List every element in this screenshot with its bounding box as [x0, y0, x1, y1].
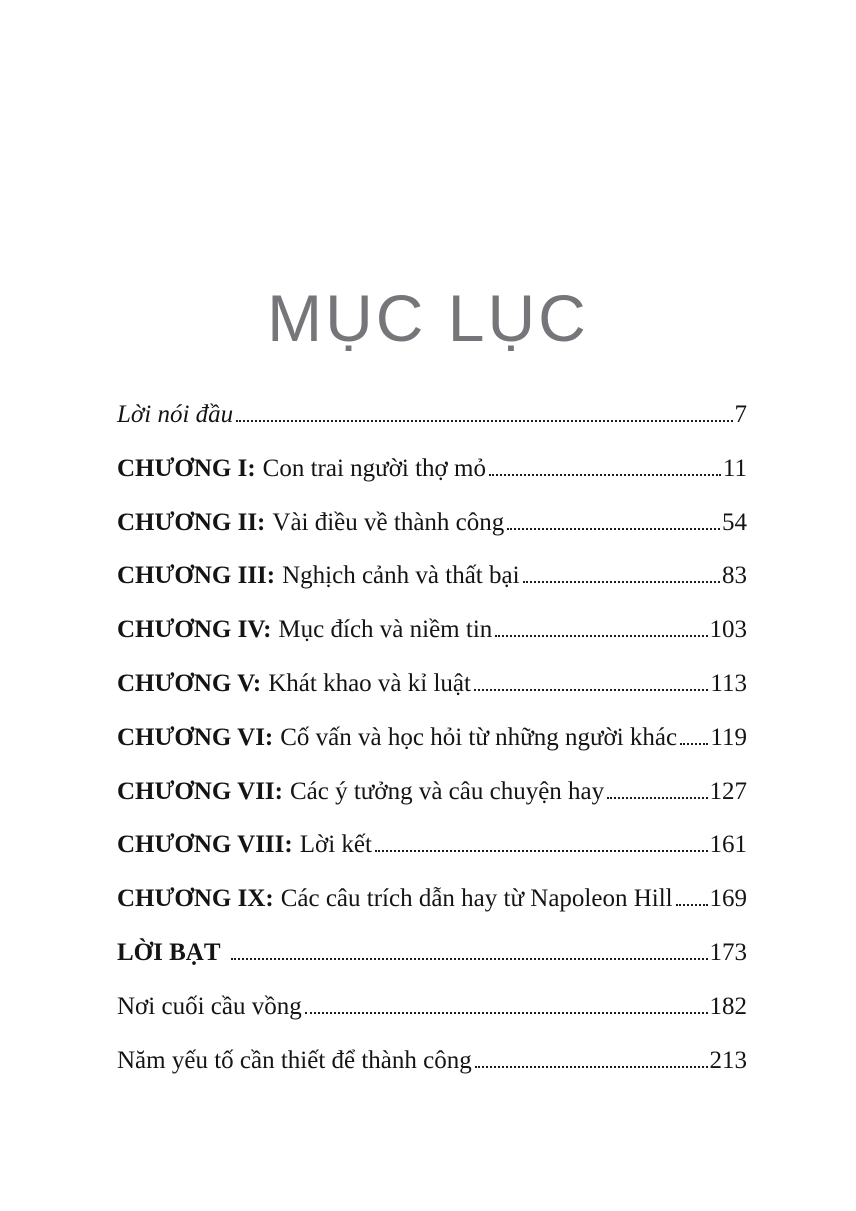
page-title: MỤC LỤC	[267, 281, 589, 356]
toc-entry-page: 103	[709, 616, 747, 644]
toc-dot-leader	[676, 903, 708, 906]
toc-entry-page: 119	[710, 723, 747, 751]
toc-entry-title: Lời kết	[299, 831, 372, 859]
toc-entry-title: Vài điều về thành công	[272, 508, 505, 536]
toc-entry-title: Lời nói đầu	[117, 401, 234, 428]
toc-entry-row	[117, 442, 747, 496]
toc-dot-leader	[495, 634, 707, 637]
toc-entry-label: CHƯƠNG VII:	[117, 777, 283, 805]
toc-entry-label: CHƯƠNG IV:	[117, 616, 272, 644]
toc-entry-title: Các câu trích dẫn hay từ Napoleon Hill	[280, 885, 673, 913]
toc-entry-page: 169	[709, 885, 747, 913]
toc-entry-label: CHƯƠNG VI:	[117, 723, 274, 751]
toc-entry-page: 83	[722, 562, 747, 590]
toc-entry-page: 113	[710, 669, 747, 697]
toc-dot-leader	[489, 473, 721, 476]
toc-entry-row	[117, 765, 747, 819]
toc-entry-row	[117, 872, 747, 926]
toc-list	[117, 388, 747, 1087]
toc-dot-leader	[375, 849, 708, 852]
toc-entry-page: 54	[722, 508, 747, 536]
toc-entry-row	[117, 926, 747, 980]
toc-entry-row	[117, 657, 747, 711]
toc-entry-label: CHƯƠNG VIII:	[117, 831, 293, 859]
toc-entry-title: Mục đích và niềm tin	[278, 616, 493, 644]
toc-dot-leader	[236, 419, 732, 422]
toc-entry-page: 213	[709, 1046, 747, 1074]
toc-dot-leader	[475, 1065, 708, 1068]
toc-entry-row	[117, 980, 747, 1034]
toc-dot-leader	[507, 527, 720, 530]
toc-entry-label: CHƯƠNG IX:	[117, 885, 274, 913]
toc-entry-row	[117, 496, 747, 550]
toc-dot-leader	[474, 688, 708, 691]
toc-entry-title: Nghịch cảnh và thất bại	[282, 562, 520, 590]
toc-entry-label: CHƯƠNG III:	[117, 562, 276, 590]
toc-entry-row	[117, 818, 747, 872]
toc-entry-label: CHƯƠNG I:	[117, 454, 256, 482]
toc-entry-page: 182	[709, 992, 747, 1020]
toc-dot-leader	[523, 580, 720, 583]
toc-entry-title: Năm yếu tố cần thiết để thành công	[117, 1046, 472, 1074]
toc-entry-row	[117, 388, 747, 442]
toc-dot-leader	[231, 957, 708, 960]
toc-entry-row	[117, 1034, 747, 1088]
toc-entry-label: CHƯƠNG II:	[117, 508, 266, 536]
toc-entry-label: LỜI BẠT	[117, 938, 221, 966]
toc-entry-row	[117, 603, 747, 657]
toc-entry-row	[117, 711, 747, 765]
toc-entry-page: 7	[734, 401, 747, 428]
toc-entry-label: CHƯƠNG V:	[117, 669, 262, 697]
toc-entry-page: 11	[722, 454, 747, 482]
toc-entry-title: Cố vấn và học hỏi từ những người khác	[280, 723, 678, 751]
toc-dot-leader	[607, 796, 707, 799]
toc-entry-title: Khát khao và kỉ luật	[268, 669, 471, 697]
toc-entry-title: Các ý tưởng và câu chuyện hay	[289, 777, 605, 805]
toc-dot-leader	[680, 742, 708, 745]
toc-entry-title: Nơi cuối cầu vồng	[117, 992, 302, 1020]
toc-entry-page: 161	[709, 831, 747, 859]
toc-entry-page: 173	[709, 938, 747, 966]
toc-entry-row	[117, 549, 747, 603]
toc-entry-page: 127	[709, 777, 747, 805]
toc-dot-leader	[305, 1011, 708, 1014]
toc-entry-title: Con trai người thợ mỏ	[262, 454, 486, 482]
